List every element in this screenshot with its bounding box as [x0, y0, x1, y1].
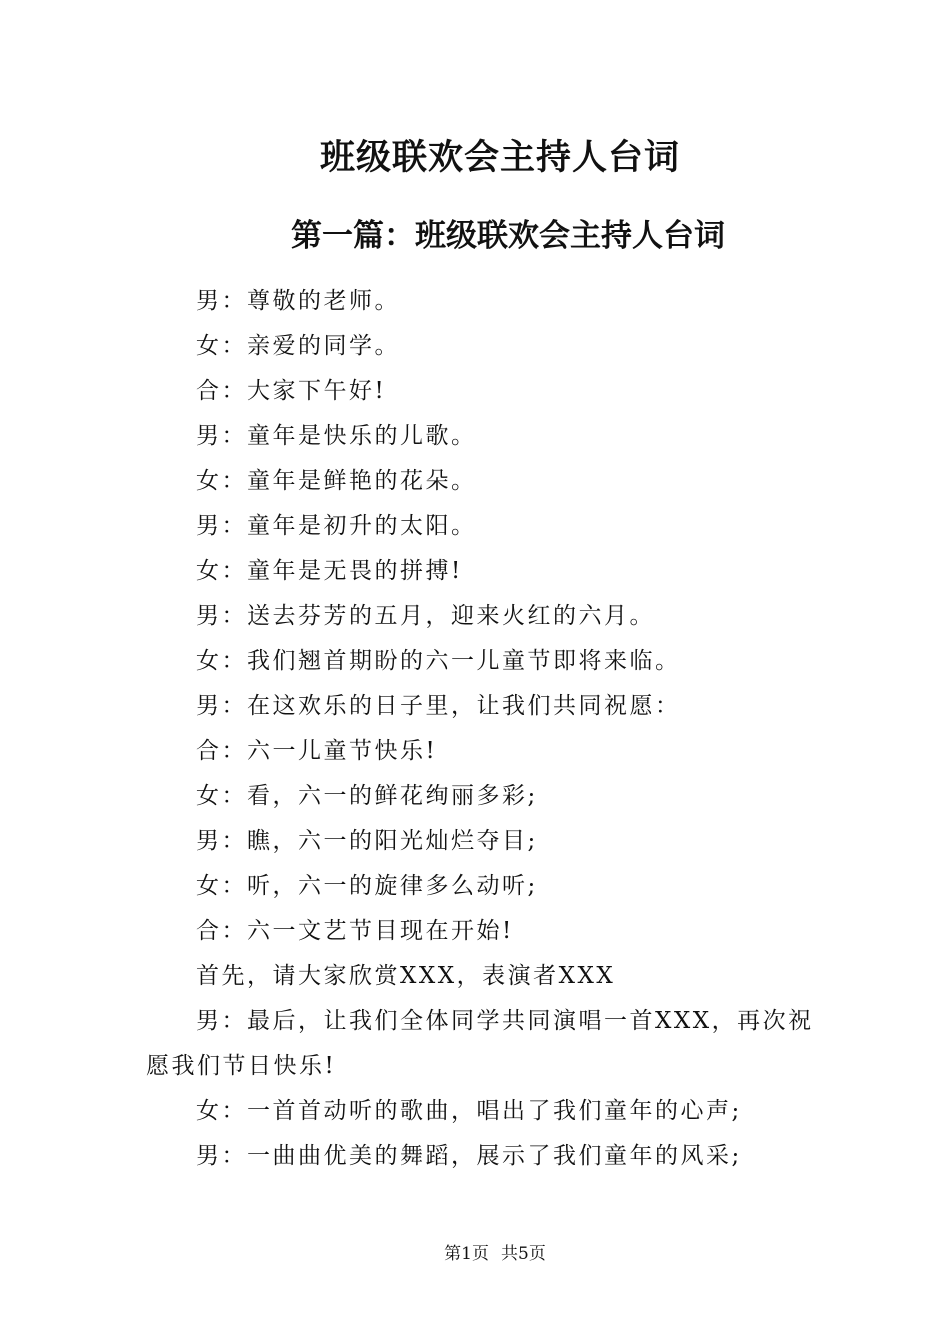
script-line: 男：最后，让我们全体同学共同演唱一首XXX，再次祝	[196, 1008, 814, 1034]
script-line: 男：在这欢乐的日子里，让我们共同祝愿：	[196, 693, 681, 719]
script-line: 男：童年是初升的太阳。	[196, 513, 477, 539]
script-line: 男：尊敬的老师。	[196, 288, 400, 314]
script-line: 女：看，六一的鲜花绚丽多彩;	[196, 783, 538, 809]
script-line: 男：一曲曲优美的舞蹈，展示了我们童年的风采;	[196, 1143, 742, 1169]
page-footer	[0, 1240, 950, 1268]
script-line: 女：听，六一的旋律多么动听;	[196, 873, 538, 899]
script-line: 合：大家下午好!	[196, 378, 387, 404]
document-title: 班级联欢会主持人台词	[319, 137, 680, 178]
script-line: 女：童年是鲜艳的花朵。	[196, 468, 477, 494]
script-line: 男：送去芬芳的五月，迎来火红的六月。	[196, 603, 655, 629]
script-line: 合：六一文艺节目现在开始!	[196, 918, 514, 944]
script-line: 女：亲爱的同学。	[196, 333, 400, 359]
script-line: 男：瞧，六一的阳光灿烂夺目;	[196, 828, 538, 854]
script-line: 女：童年是无畏的拼搏!	[196, 558, 463, 584]
script-body	[146, 279, 814, 1179]
section-title: 第一篇：班级联欢会主持人台词	[291, 218, 725, 254]
script-line: 女：一首首动听的歌曲，唱出了我们童年的心声;	[196, 1098, 742, 1124]
script-line: 首先，请大家欣赏XXX，表演者XXX	[196, 963, 616, 989]
script-line: 男：童年是快乐的儿歌。	[196, 423, 477, 449]
script-line: 女：我们翘首期盼的六一儿童节即将来临。	[196, 648, 681, 674]
page-number-total: 共5页	[501, 1244, 546, 1264]
page-number-current: 第1页	[444, 1244, 489, 1264]
script-line-continuation: 愿我们节日快乐!	[146, 1053, 337, 1079]
script-line: 合：六一儿童节快乐!	[196, 738, 438, 764]
